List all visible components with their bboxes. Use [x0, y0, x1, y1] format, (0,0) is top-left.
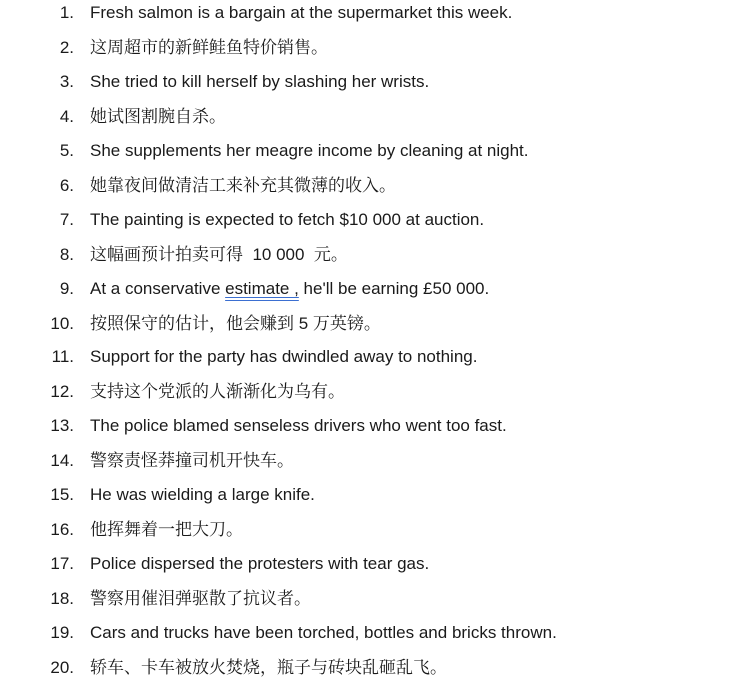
item-number: 7.: [59, 210, 74, 229]
item-text-start: At a conservative: [90, 279, 226, 298]
item-number: 6.: [59, 176, 74, 195]
item-text[interactable]: The painting is expected to fetch $10 000 at auction.: [90, 210, 485, 229]
item-number: 10.: [50, 314, 74, 333]
item-number: 12.: [50, 382, 74, 401]
item-number: 18.: [50, 589, 74, 608]
item-text[interactable]: Support for the party has dwindled away to nothing.: [90, 347, 478, 366]
list-item: [0, 621, 752, 645]
item-number: 4.: [59, 107, 74, 126]
list-item: [0, 656, 752, 680]
item-number: 1.: [59, 3, 74, 22]
list-item: [0, 139, 752, 163]
list-item: [0, 414, 752, 438]
item-text[interactable]: Cars and trucks have been torched, bottles and bricks thrown.: [90, 623, 557, 642]
list-item: [0, 483, 752, 507]
item-number: 20.: [50, 658, 74, 677]
item-text-end: he'll be earning £50 000.: [298, 279, 490, 298]
item-number: 11.: [51, 347, 74, 366]
list-item: [0, 1, 752, 25]
item-number: 5.: [59, 141, 74, 160]
item-text[interactable]: 这周超市的新鲜鲑鱼特价销售。: [90, 38, 328, 57]
item-text[interactable]: 支持这个党派的人渐渐化为乌有。: [90, 382, 345, 401]
item-number: 15.: [50, 485, 74, 504]
item-number: 17.: [50, 554, 74, 573]
list-item: [0, 105, 752, 129]
item-number: 3.: [59, 72, 74, 91]
grammar-marked-word[interactable]: estimate ,: [225, 279, 299, 298]
list-item: [0, 243, 752, 267]
item-text[interactable]: He was wielding a large knife.: [90, 485, 315, 504]
list-item: [0, 449, 752, 473]
item-number: 16.: [50, 520, 74, 539]
item-text[interactable]: She tried to kill herself by slashing her wrists.: [90, 72, 430, 91]
list-item: [0, 380, 752, 404]
list-item: [0, 277, 752, 301]
item-text[interactable]: Fresh salmon is a bargain at the supermarket this week.: [90, 3, 513, 22]
item-number: 8.: [59, 245, 74, 264]
list-item: [0, 552, 752, 576]
list-item: [0, 36, 752, 60]
item-text[interactable]: She supplements her meagre income by cleaning at night.: [90, 141, 529, 160]
list-item: [0, 345, 752, 369]
item-text[interactable]: The police blamed senseless drivers who went too fast.: [90, 416, 507, 435]
item-text[interactable]: Police dispersed the protesters with tear gas.: [90, 554, 430, 573]
item-text[interactable]: 警察责怪莽撞司机开快车。: [90, 451, 294, 470]
item-text[interactable]: 这幅画预计拍卖可得 10 000 元。: [90, 245, 348, 264]
item-text[interactable]: 她靠夜间做清洁工来补充其微薄的收入。: [90, 176, 396, 195]
list-item: [0, 587, 752, 611]
item-number: 13.: [50, 416, 74, 435]
list-item: [0, 70, 752, 94]
item-number: 19.: [50, 623, 74, 642]
item-number: 2.: [59, 38, 74, 57]
list-item: [0, 174, 752, 198]
item-text[interactable]: 轿车、卡车被放火焚烧，瓶子与砖块乱砸乱飞。: [90, 658, 447, 677]
list-item: [0, 518, 752, 542]
item-text[interactable]: 她试图割腕自杀。: [90, 107, 226, 126]
item-text[interactable]: 按照保守的估计，他会赚到 5 万英镑。: [90, 314, 381, 333]
item-text[interactable]: [90, 277, 489, 301]
item-text[interactable]: 他挥舞着一把大刀。: [90, 520, 243, 539]
list-item: [0, 208, 752, 232]
list-item: [0, 312, 752, 336]
item-number: 14.: [50, 451, 74, 470]
item-number: 9.: [59, 279, 74, 298]
item-text[interactable]: 警察用催泪弹驱散了抗议者。: [90, 589, 311, 608]
